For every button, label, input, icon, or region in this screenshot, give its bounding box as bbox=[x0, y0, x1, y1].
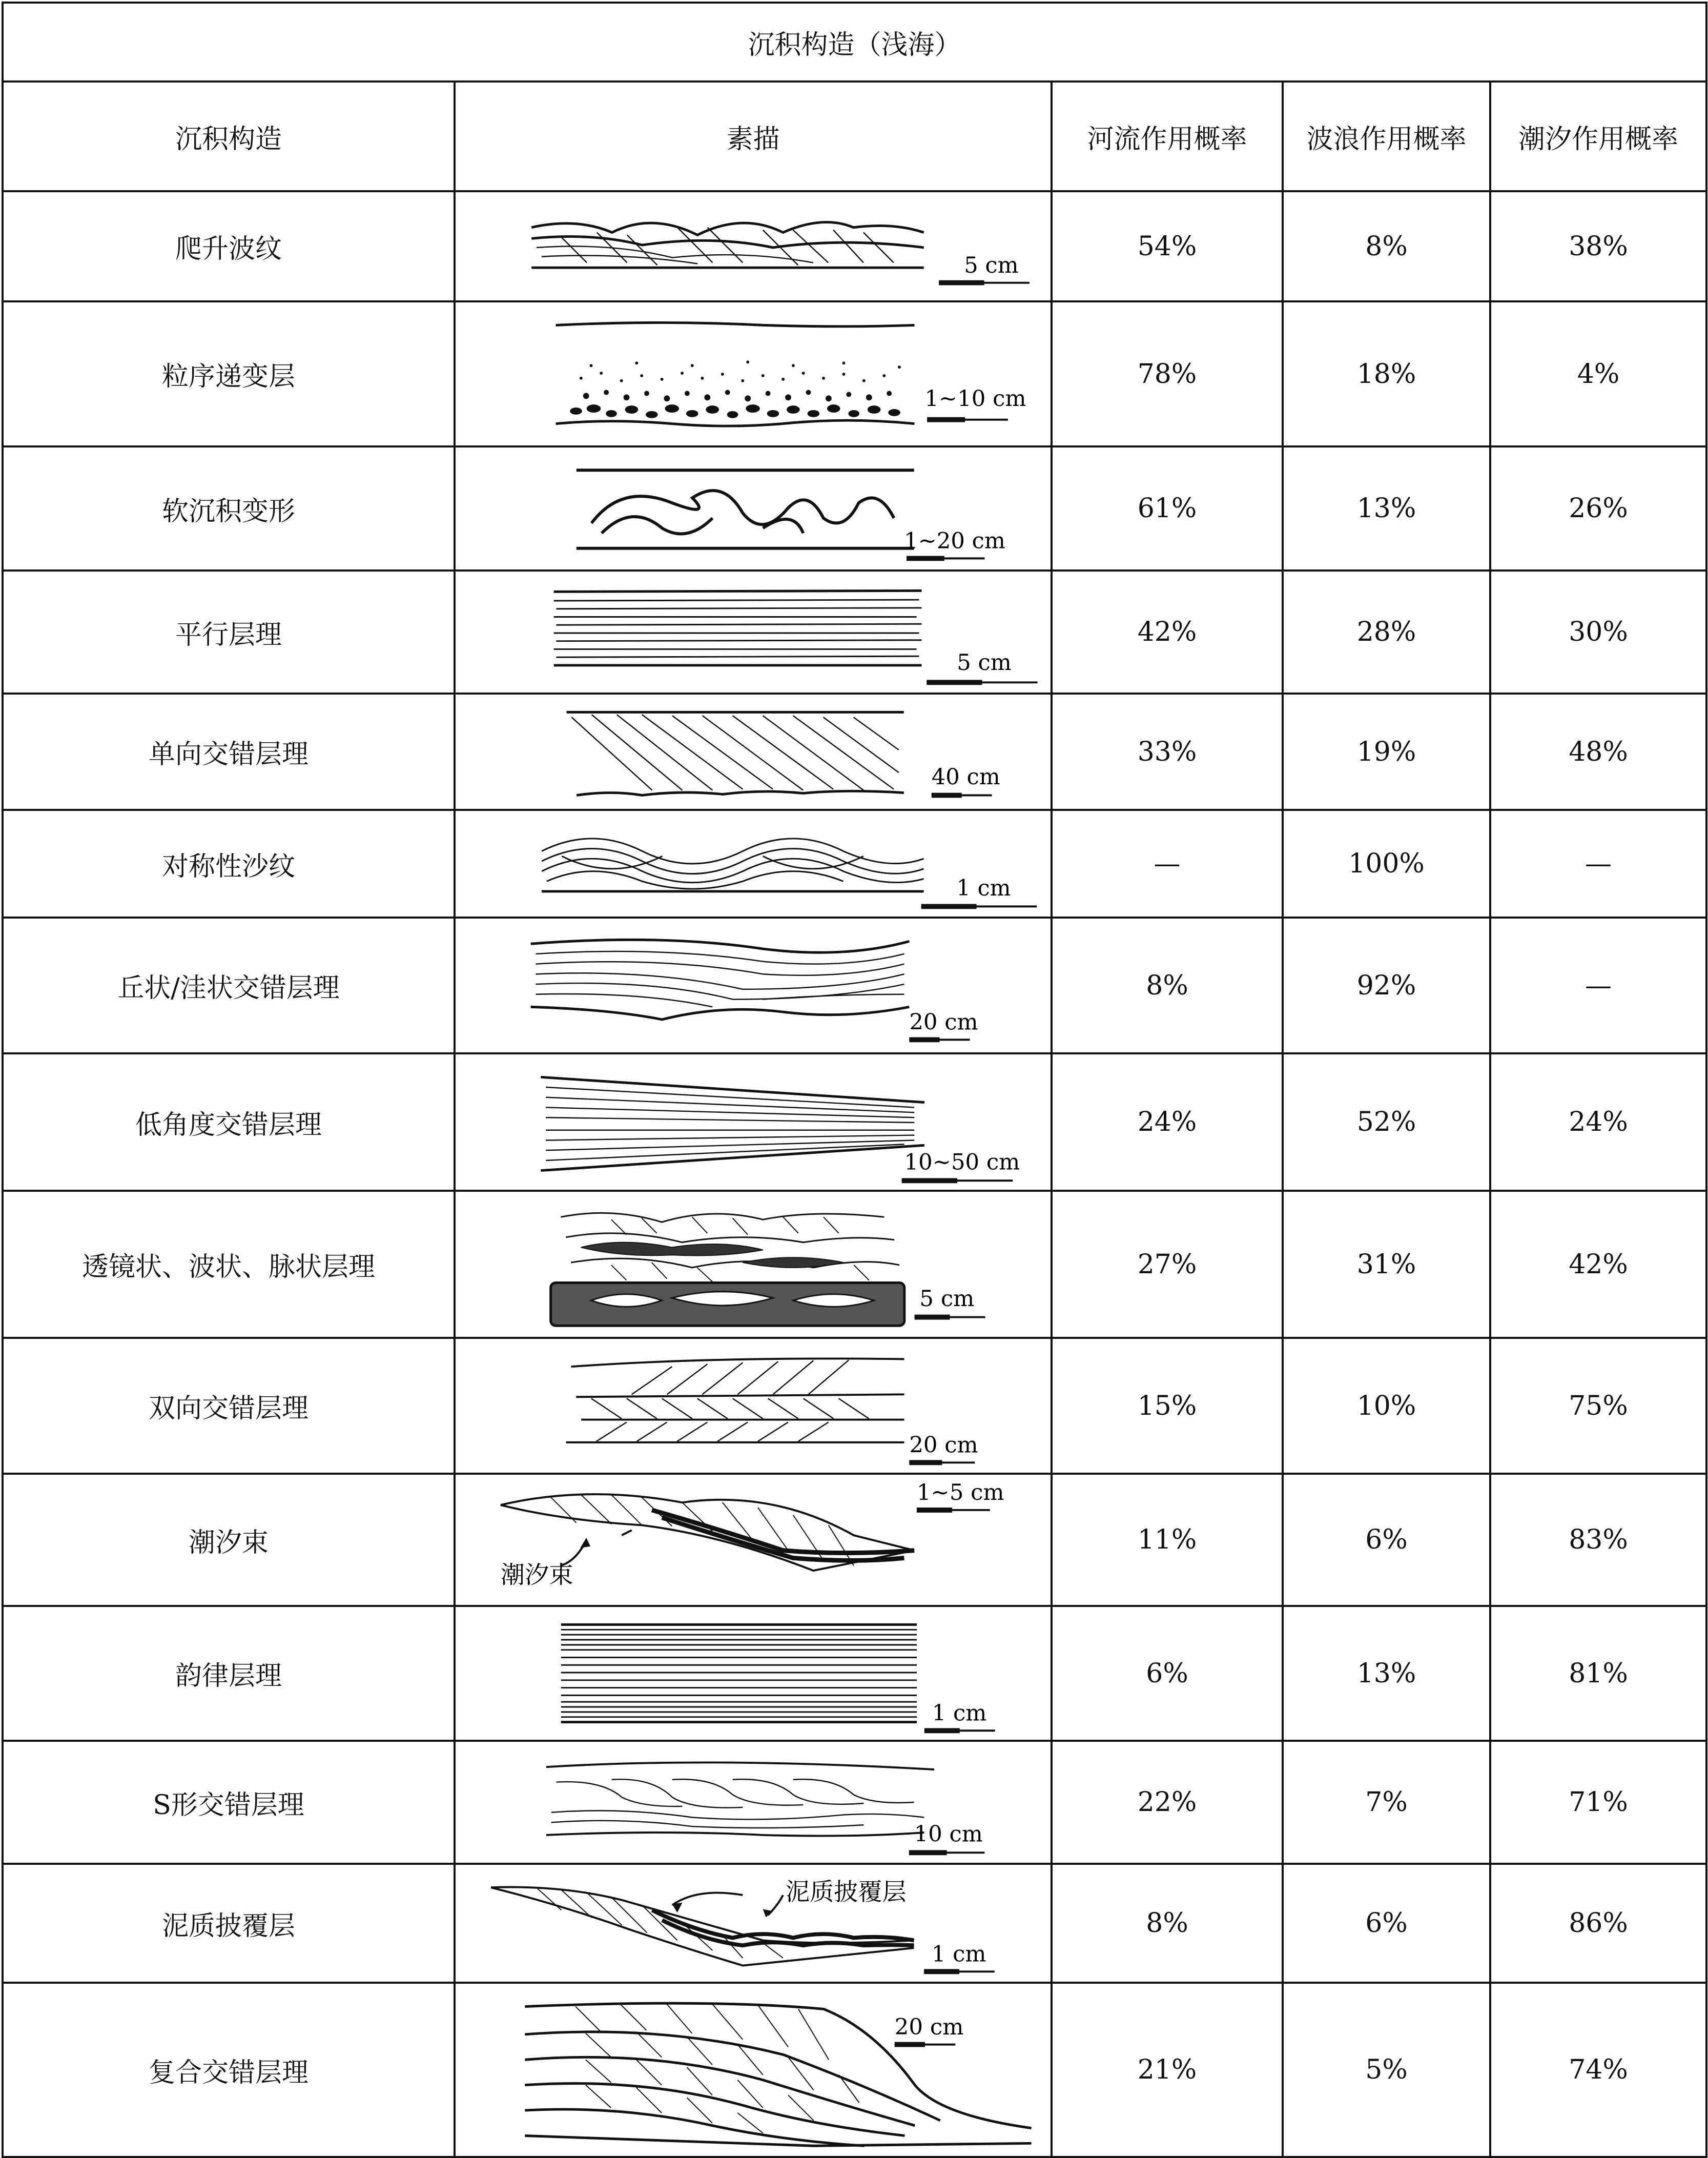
tide-probability: 38% bbox=[1490, 191, 1706, 301]
table-row bbox=[3, 1983, 1706, 2157]
header-row bbox=[3, 82, 1706, 191]
table-row bbox=[3, 1338, 1706, 1474]
tidal-bundle-annotation: 潮汐束 bbox=[500, 1561, 573, 1590]
compound-cross-bedding-sketch bbox=[456, 1984, 1052, 2156]
tide-probability: 81% bbox=[1490, 1606, 1706, 1741]
tide-probability: 26% bbox=[1490, 446, 1706, 571]
river-probability: 42% bbox=[1052, 571, 1283, 694]
river-probability: 78% bbox=[1052, 301, 1283, 446]
wave-probability: 19% bbox=[1283, 694, 1490, 810]
table-row bbox=[3, 1053, 1706, 1191]
table-row bbox=[3, 446, 1706, 571]
scale-label: 20 cm bbox=[894, 2014, 964, 2040]
sketch-cell bbox=[455, 1191, 1052, 1338]
tide-probability: 42% bbox=[1490, 1191, 1706, 1338]
header-tide: 潮汐作用概率 bbox=[1490, 82, 1706, 191]
hummocky-cross-stratification-sketch bbox=[456, 919, 1052, 1052]
scale-label: 20 cm bbox=[909, 1432, 978, 1458]
river-probability: 61% bbox=[1052, 446, 1283, 571]
tidal-bundle-sketch bbox=[456, 1475, 1052, 1605]
tide-probability: 75% bbox=[1490, 1338, 1706, 1474]
sigmoidal-cross-bedding-sketch bbox=[456, 1742, 1052, 1863]
wave-probability: 6% bbox=[1283, 1474, 1490, 1606]
table-row bbox=[3, 918, 1706, 1053]
header-structure: 沉积构造 bbox=[3, 82, 455, 191]
scale-label: 1 cm bbox=[956, 875, 1011, 901]
river-probability: 6% bbox=[1052, 1606, 1283, 1741]
river-probability: 27% bbox=[1052, 1191, 1283, 1338]
table-row bbox=[3, 1474, 1706, 1606]
sedimentary-structures-table bbox=[2, 2, 1707, 2158]
scale-label: 1~10 cm bbox=[924, 386, 1026, 412]
structure-name: 平行层理 bbox=[3, 571, 455, 694]
wave-probability: 5% bbox=[1283, 1983, 1490, 2157]
soft-sediment-deformation-sketch bbox=[456, 447, 1052, 569]
river-probability: 22% bbox=[1052, 1741, 1283, 1864]
sketch-cell bbox=[455, 810, 1052, 918]
scale-label: 1~5 cm bbox=[917, 1480, 1004, 1506]
structure-name: 粒序递变层 bbox=[3, 301, 455, 446]
sketch-cell bbox=[455, 1864, 1052, 1983]
sketch-cell bbox=[455, 446, 1052, 571]
sketch-cell bbox=[455, 918, 1052, 1053]
structure-name: 透镜状、波状、脉状层理 bbox=[3, 1191, 455, 1338]
graded-bedding-sketch bbox=[456, 302, 1052, 445]
river-probability: 11% bbox=[1052, 1474, 1283, 1606]
wave-probability: 13% bbox=[1283, 446, 1490, 571]
wave-probability: 7% bbox=[1283, 1741, 1490, 1864]
river-probability: 8% bbox=[1052, 1864, 1283, 1983]
scale-label: 10 cm bbox=[914, 1821, 983, 1847]
structure-name: 潮汐束 bbox=[3, 1474, 455, 1606]
tide-probability: 4% bbox=[1490, 301, 1706, 446]
lenticular-wavy-flaser-bedding-sketch bbox=[456, 1192, 1052, 1337]
table-row bbox=[3, 1864, 1706, 1983]
parallel-bedding-sketch bbox=[456, 572, 1052, 693]
scale-label: 5 cm bbox=[919, 1286, 975, 1312]
river-probability: — bbox=[1052, 810, 1283, 918]
sketch-cell bbox=[455, 1338, 1052, 1474]
structure-name: 单向交错层理 bbox=[3, 694, 455, 810]
header-sketch: 素描 bbox=[455, 82, 1052, 191]
structure-name: 复合交错层理 bbox=[3, 1983, 455, 2157]
scale-label: 5 cm bbox=[957, 649, 1012, 676]
wave-probability: 28% bbox=[1283, 571, 1490, 694]
tide-probability: 74% bbox=[1490, 1983, 1706, 2157]
wave-probability: 18% bbox=[1283, 301, 1490, 446]
mud-drape-sketch bbox=[456, 1865, 1052, 1982]
table-row bbox=[3, 694, 1706, 810]
table-row bbox=[3, 1191, 1706, 1338]
table-row bbox=[3, 191, 1706, 301]
table-title-row bbox=[3, 3, 1706, 82]
wave-probability: 10% bbox=[1283, 1338, 1490, 1474]
tide-probability: 83% bbox=[1490, 1474, 1706, 1606]
scale-label: 1 cm bbox=[931, 1941, 986, 1967]
tide-probability: 48% bbox=[1490, 694, 1706, 810]
mud-drape-annotation: 泥质披覆层 bbox=[785, 1878, 907, 1906]
structure-name: 丘状/洼状交错层理 bbox=[3, 918, 455, 1053]
structure-name: S形交错层理 bbox=[3, 1741, 455, 1864]
river-probability: 21% bbox=[1052, 1983, 1283, 2157]
sketch-cell bbox=[455, 571, 1052, 694]
table-title: 沉积构造（浅海） bbox=[3, 3, 1706, 82]
tide-probability: 71% bbox=[1490, 1741, 1706, 1864]
river-probability: 8% bbox=[1052, 918, 1283, 1053]
sketch-cell bbox=[455, 1053, 1052, 1191]
tide-probability: 24% bbox=[1490, 1053, 1706, 1191]
sketch-cell bbox=[455, 191, 1052, 301]
river-probability: 54% bbox=[1052, 191, 1283, 301]
symmetrical-ripple-sketch bbox=[456, 811, 1052, 917]
unidirectional-cross-bedding-sketch bbox=[456, 695, 1052, 809]
table-row bbox=[3, 1741, 1706, 1864]
table-row bbox=[3, 810, 1706, 918]
river-probability: 15% bbox=[1052, 1338, 1283, 1474]
scale-label: 40 cm bbox=[931, 764, 1000, 790]
table-row bbox=[3, 571, 1706, 694]
structure-name: 爬升波纹 bbox=[3, 191, 455, 301]
header-wave: 波浪作用概率 bbox=[1283, 82, 1490, 191]
wave-probability: 100% bbox=[1283, 810, 1490, 918]
wave-probability: 6% bbox=[1283, 1864, 1490, 1983]
header-river: 河流作用概率 bbox=[1052, 82, 1283, 191]
wave-probability: 52% bbox=[1283, 1053, 1490, 1191]
structure-name: 对称性沙纹 bbox=[3, 810, 455, 918]
scale-label: 1~20 cm bbox=[904, 528, 1005, 554]
scale-label: 10~50 cm bbox=[904, 1149, 1020, 1175]
sketch-cell bbox=[455, 1983, 1052, 2157]
sketch-cell bbox=[455, 694, 1052, 810]
scale-label: 20 cm bbox=[909, 1009, 978, 1035]
tide-probability: — bbox=[1490, 810, 1706, 918]
sketch-cell bbox=[455, 1741, 1052, 1864]
table-row bbox=[3, 301, 1706, 446]
sketch-cell bbox=[455, 1606, 1052, 1741]
scale-label: 1 cm bbox=[932, 1700, 987, 1726]
wave-probability: 92% bbox=[1283, 918, 1490, 1053]
tide-probability: 30% bbox=[1490, 571, 1706, 694]
rhythmic-bedding-sketch bbox=[456, 1607, 1052, 1740]
structure-name: 双向交错层理 bbox=[3, 1338, 455, 1474]
structure-name: 软沉积变形 bbox=[3, 446, 455, 571]
structure-name: 韵律层理 bbox=[3, 1606, 455, 1741]
structure-name: 泥质披覆层 bbox=[3, 1864, 455, 1983]
wave-probability: 13% bbox=[1283, 1606, 1490, 1741]
river-probability: 24% bbox=[1052, 1053, 1283, 1191]
sketch-cell bbox=[455, 301, 1052, 446]
wave-probability: 8% bbox=[1283, 191, 1490, 301]
river-probability: 33% bbox=[1052, 694, 1283, 810]
low-angle-cross-bedding-sketch bbox=[456, 1054, 1052, 1190]
scale-label: 5 cm bbox=[964, 253, 1019, 279]
sketch-cell bbox=[455, 1474, 1052, 1606]
table-row bbox=[3, 1606, 1706, 1741]
climbing-ripple-sketch bbox=[456, 192, 1052, 300]
structure-name: 低角度交错层理 bbox=[3, 1053, 455, 1191]
tide-probability: — bbox=[1490, 918, 1706, 1053]
tide-probability: 86% bbox=[1490, 1864, 1706, 1983]
bidirectional-cross-bedding-sketch bbox=[456, 1339, 1052, 1473]
wave-probability: 31% bbox=[1283, 1191, 1490, 1338]
